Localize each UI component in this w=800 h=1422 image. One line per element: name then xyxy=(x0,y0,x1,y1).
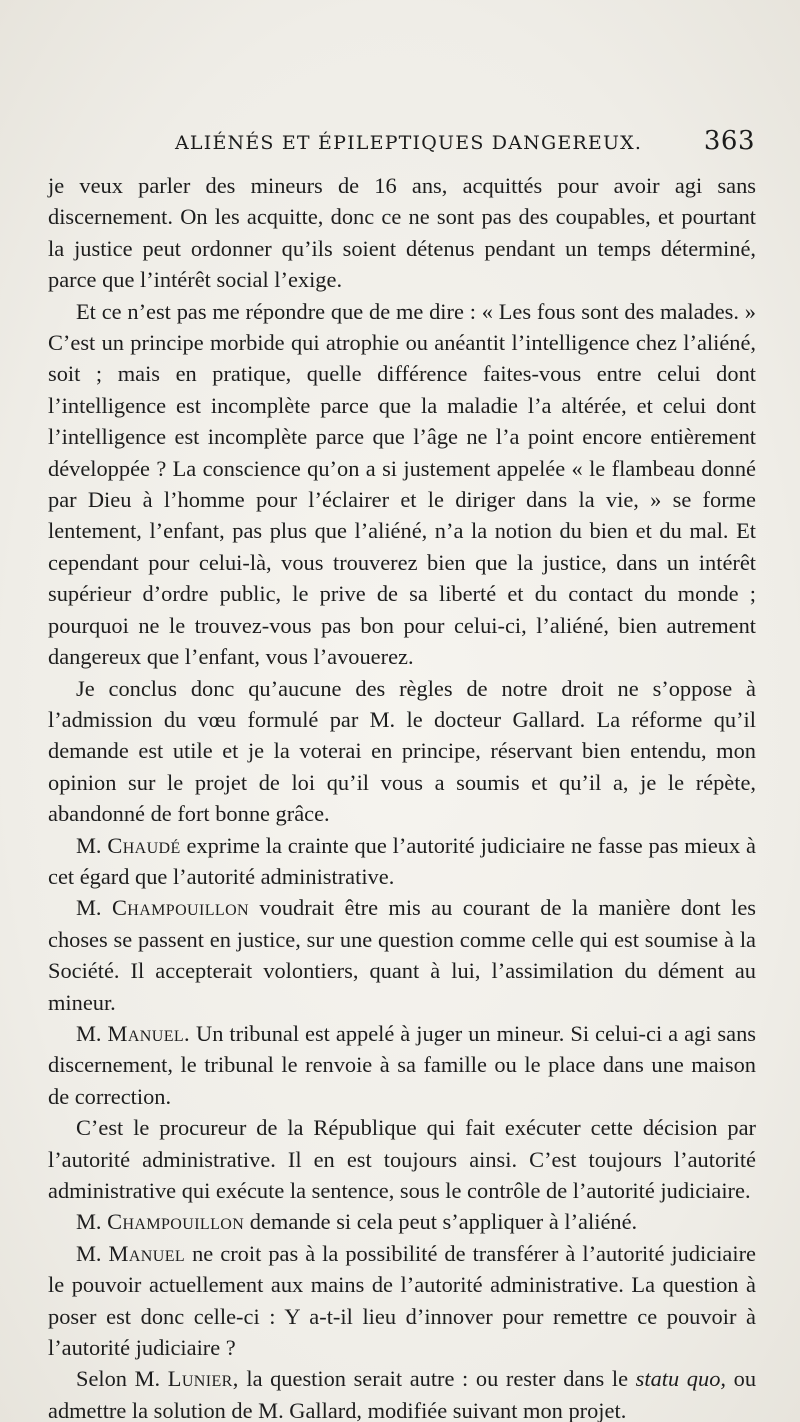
paragraph-4 xyxy=(48,830,756,893)
speaker-prefix: M. xyxy=(76,1020,102,1046)
speaker-name: Lunier, xyxy=(167,1366,239,1392)
speaker-name: Manuel xyxy=(108,1240,186,1266)
paragraph-1-text: je veux parler des mineurs de 16 ans, acquittés pour avoir agi sans discernement. On les acquitte, donc ce ne sont pas des coupables, et pourtant la justice peut ordonner qu’ils soient détenus pendant un temps déterminé, parce que l’intérêt social l’exige. xyxy=(48,173,756,293)
paragraph-3 xyxy=(48,673,756,830)
paragraph-8-text: demande si cela peut s’appliquer à l’aliéné. xyxy=(249,1209,638,1235)
italic-phrase: statu quo, xyxy=(635,1366,726,1392)
paragraph-2 xyxy=(48,296,756,673)
speaker-prefix: M. xyxy=(76,1240,102,1266)
paragraph-6-text: Un tribunal est appelé à juger un mineur. Si celui-ci a agi sans discernement, le tribunal le renvoie à sa famille ou le place dans une maison de correction. xyxy=(48,1020,756,1109)
paragraph-1 xyxy=(48,170,756,296)
body-text xyxy=(48,170,756,1422)
speaker-prefix: M. xyxy=(76,1209,102,1235)
speaker-name: Chaudé xyxy=(107,832,181,858)
paragraph-7 xyxy=(48,1112,756,1206)
speaker-name: Champouillon xyxy=(111,895,249,921)
paragraph-5 xyxy=(48,892,756,1018)
paragraph-10-text-b: ou admettre la solution de M. Gallard, modifiée suivant mon projet. xyxy=(48,1366,757,1422)
paragraph-10 xyxy=(48,1363,756,1422)
speaker-name: Champouillon xyxy=(107,1209,245,1235)
running-title: ALIÉNÉS ET ÉPILEPTIQUES DANGEREUX. xyxy=(175,132,643,154)
paragraph-4-text: exprime la crainte que l’autorité judiciaire ne fasse pas mieux à cet égard que l’autorité administrative. xyxy=(48,832,756,889)
paragraph-6 xyxy=(48,1018,756,1112)
paragraph-5-text: voudrait être mis au courant de la manière dont les choses se passent en justice, sur une question comme celle qui est soumise à la Société. Il accepterait volontiers, quant à lui, l’assimilation du dément au mineur. xyxy=(48,895,756,1015)
speaker-prefix: M. xyxy=(76,832,102,858)
paragraph-10-text-a: la question serait autre : ou rester dans le xyxy=(246,1366,629,1392)
paragraph-3-text: Je conclus donc qu’aucune des règles de notre droit ne s’oppose à l’admission du vœu formulé par M. le docteur Gallard. La réforme qu’il demande est utile et je la voterai en principe, réservant bien entendu, mon opinion sur le projet de loi qu’il vous a soumis et qu’il a, je le répète, abandonné de fort bonne grâce. xyxy=(48,675,756,827)
paragraph-8 xyxy=(48,1206,756,1237)
paragraph-7-text: C’est le procureur de la République qui fait exécuter cette décision par l’autorité administrative. Il en est toujours ainsi. C’est toujours l’autorité administrative qui exécute la sentence, sous le contrôle de l’autorité judiciaire. xyxy=(48,1115,756,1203)
paragraph-9-text: ne croit pas à la possibilité de transférer à l’autorité judiciaire le pouvoir actuellement aux mains de l’autorité administrative. La question à poser est donc celle-ci : Y a-t-il lieu d’innover pour remettre ce pouvoir à l’autorité judiciaire ? xyxy=(48,1240,756,1361)
paragraph-9 xyxy=(48,1238,756,1364)
speaker-name: Manuel. xyxy=(107,1020,191,1046)
page-header xyxy=(175,126,755,160)
paragraph-10-intro: Selon M. xyxy=(76,1366,161,1392)
page-number: 363 xyxy=(703,126,755,156)
speaker-prefix: M. xyxy=(76,895,102,921)
paragraph-2-text: Et ce n’est pas me répondre que de me dire : « Les fous sont des malades. » C’est un principe morbide qui atrophie ou anéantit l’intelligence chez l’aliéné, soit ; mais en pratique, quelle différence faites-vous entre celui dont l’intelligence est incomplète parce que la maladie l’a altérée, et celui dont l’intelligence est incomplète parce que l’âge ne l’a point encore entièrement développée ? La conscience qu’on a si justement appelée « le flambeau donné par Dieu à l’homme pour l’éclairer et le diriger dans la vie, » se forme lentement, l’enfant, pas plus que l’aliéné, n’a la notion du bien et du mal. Et cependant pour celui-là, vous trouverez bien que la justice, dans un intérêt supérieur d’ordre public, le prive de sa liberté et du contact du monde ; pourquoi ne le trouvez-vous pas bon pour celui-ci, l’aliéné, bien autrement dangereux que l’enfant, vous l’avouerez. xyxy=(48,298,756,670)
